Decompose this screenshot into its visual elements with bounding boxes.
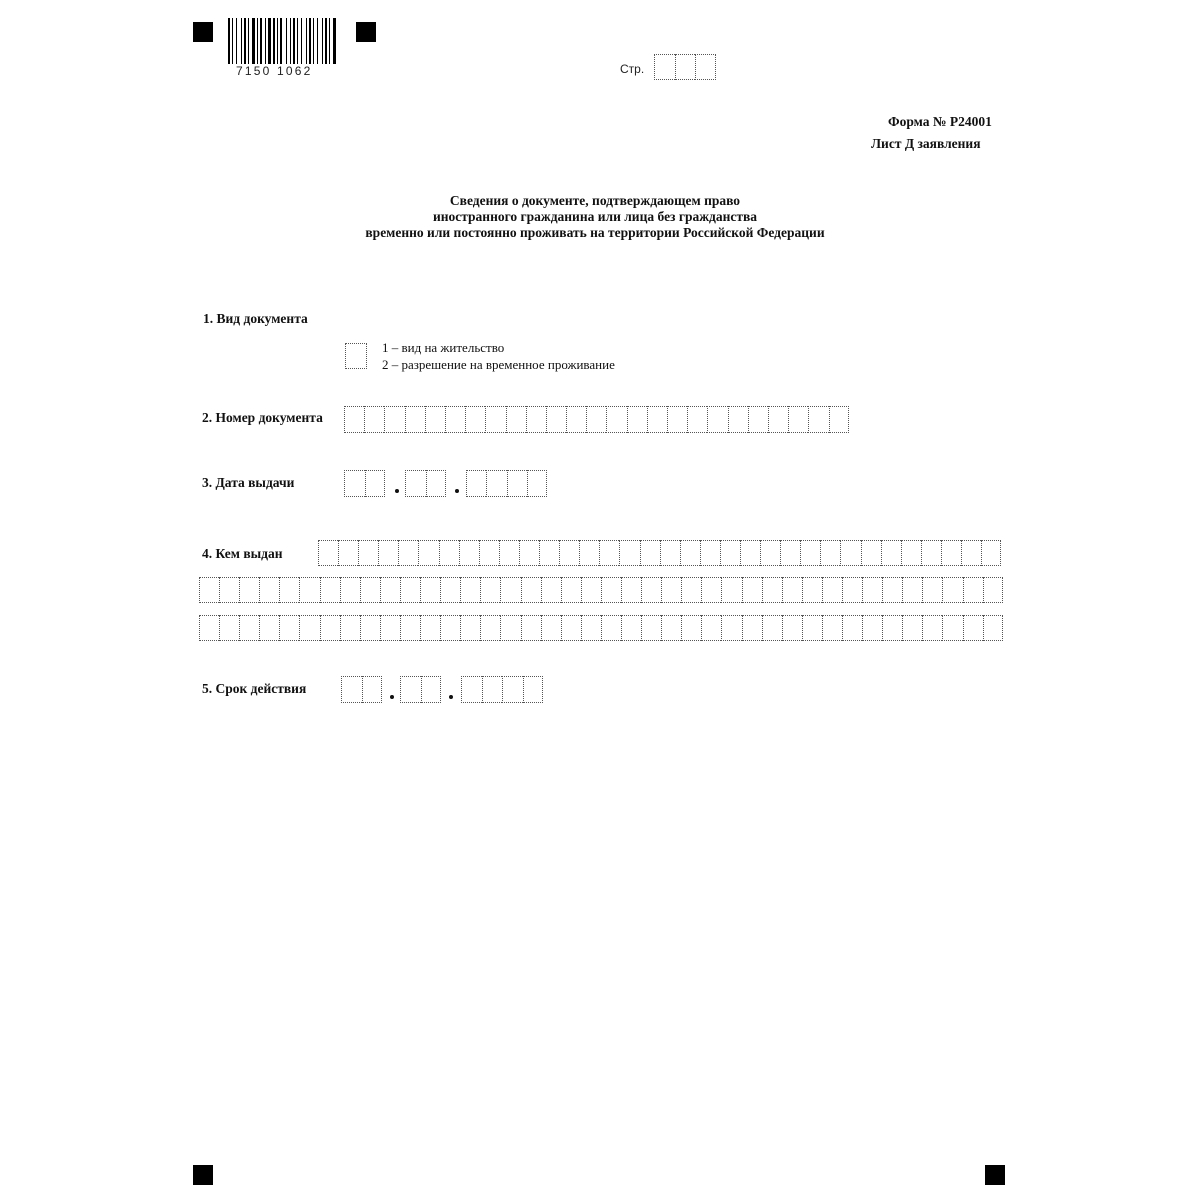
input-cell[interactable] — [344, 470, 365, 497]
document-type-option-2: 2 – разрешение на временное проживание — [382, 357, 615, 372]
title-line-3: временно или постоянно проживать на территории Российской Федерации — [365, 225, 825, 240]
validity-year-cells[interactable] — [461, 676, 543, 703]
input-cell[interactable] — [695, 54, 716, 80]
input-cell[interactable] — [279, 615, 299, 641]
barcode-bar — [257, 18, 258, 64]
input-cell[interactable] — [721, 577, 741, 603]
barcode-number: 7150 1062 — [236, 64, 313, 78]
input-cell[interactable] — [681, 615, 701, 641]
issue-date-day-cells[interactable] — [344, 470, 385, 497]
input-cell[interactable] — [440, 615, 460, 641]
input-cell[interactable] — [963, 577, 983, 603]
input-cell[interactable] — [480, 577, 500, 603]
input-cell[interactable] — [445, 406, 465, 433]
input-cell[interactable] — [199, 615, 219, 641]
input-cell[interactable] — [840, 540, 860, 566]
input-cell[interactable] — [199, 577, 219, 603]
barcode-bar — [244, 18, 246, 64]
barcode-bar — [333, 18, 336, 64]
barcode-bar — [286, 18, 287, 64]
validity-month-cells[interactable] — [400, 676, 441, 703]
barcode-bar — [236, 18, 237, 64]
barcode-bar — [260, 18, 262, 64]
barcode-bar — [297, 18, 298, 64]
issue-date-separator — [455, 489, 459, 493]
input-cell[interactable] — [983, 615, 1003, 641]
barcode-bar — [313, 18, 314, 64]
input-cell[interactable] — [800, 540, 820, 566]
input-cell[interactable] — [742, 577, 762, 603]
input-cell[interactable] — [384, 406, 404, 433]
issued-by-cells-row-3[interactable] — [199, 615, 1003, 641]
input-cell[interactable] — [942, 577, 962, 603]
input-cell[interactable] — [641, 577, 661, 603]
input-cell[interactable] — [762, 577, 782, 603]
input-cell[interactable] — [466, 470, 486, 497]
registration-marker-bottom-left — [193, 1165, 213, 1185]
input-cell[interactable] — [660, 540, 680, 566]
page-number-cells[interactable] — [654, 54, 716, 80]
input-cell[interactable] — [507, 470, 527, 497]
input-cell[interactable] — [802, 615, 822, 641]
issue-date-separator — [395, 489, 399, 493]
input-cell[interactable] — [961, 540, 981, 566]
input-cell[interactable] — [364, 406, 384, 433]
barcode-image — [227, 18, 339, 64]
input-cell[interactable] — [902, 577, 922, 603]
input-cell[interactable] — [338, 540, 358, 566]
barcode-bar — [280, 18, 282, 64]
input-cell[interactable] — [641, 615, 661, 641]
input-cell[interactable] — [768, 406, 788, 433]
input-cell[interactable] — [426, 470, 447, 497]
input-cell[interactable] — [362, 676, 383, 703]
input-cell[interactable] — [842, 577, 862, 603]
input-cell[interactable] — [599, 540, 619, 566]
input-cell[interactable] — [802, 577, 822, 603]
input-cell[interactable] — [421, 676, 442, 703]
input-cell[interactable] — [279, 577, 299, 603]
input-cell[interactable] — [318, 540, 338, 566]
input-cell[interactable] — [340, 615, 360, 641]
input-cell[interactable] — [882, 615, 902, 641]
input-cell[interactable] — [499, 540, 519, 566]
input-cell[interactable] — [365, 470, 386, 497]
document-number-cells[interactable] — [344, 406, 849, 433]
validity-label: 5. Срок действия — [202, 681, 307, 696]
input-cell[interactable] — [861, 540, 881, 566]
input-cell[interactable] — [680, 540, 700, 566]
registration-marker-top-left — [193, 22, 213, 42]
input-cell[interactable] — [506, 406, 526, 433]
barcode-bar — [309, 18, 311, 64]
input-cell[interactable] — [239, 577, 259, 603]
barcode-bar — [241, 18, 242, 64]
sheet-title: Лист Д заявления — [871, 136, 981, 151]
title-line-2: иностранного гражданина или лица без гражданства — [432, 209, 758, 224]
input-cell[interactable] — [782, 615, 802, 641]
barcode-bar — [293, 18, 295, 64]
input-cell[interactable] — [500, 615, 520, 641]
input-cell[interactable] — [640, 540, 660, 566]
input-cell[interactable] — [882, 577, 902, 603]
input-cell[interactable] — [942, 615, 962, 641]
input-cell[interactable] — [500, 577, 520, 603]
input-cell[interactable] — [627, 406, 647, 433]
input-cell[interactable] — [219, 577, 239, 603]
input-cell[interactable] — [479, 540, 499, 566]
barcode-bar — [232, 18, 233, 64]
title-line-1: Сведения о документе, подтверждающем право — [449, 193, 741, 208]
input-cell[interactable] — [902, 615, 922, 641]
input-cell[interactable] — [521, 577, 541, 603]
input-cell[interactable] — [521, 615, 541, 641]
input-cell[interactable] — [425, 406, 445, 433]
input-cell[interactable] — [440, 577, 460, 603]
input-cell[interactable] — [320, 615, 340, 641]
input-cell[interactable] — [486, 470, 506, 497]
input-cell[interactable] — [345, 343, 367, 369]
issue-date-month-cells[interactable] — [405, 470, 446, 497]
registration-marker-top-right — [356, 22, 376, 42]
barcode-bar — [301, 18, 302, 64]
input-cell[interactable] — [358, 540, 378, 566]
input-cell[interactable] — [581, 577, 601, 603]
page-title — [290, 193, 900, 241]
input-cell[interactable] — [647, 406, 667, 433]
document-number-label: 2. Номер документа — [202, 410, 323, 425]
input-cell[interactable] — [983, 577, 1003, 603]
input-cell[interactable] — [721, 615, 741, 641]
document-type-cell[interactable] — [345, 343, 367, 369]
validity-day-cells[interactable] — [341, 676, 382, 703]
input-cell[interactable] — [720, 540, 740, 566]
input-cell[interactable] — [360, 615, 380, 641]
issue-date-label: 3. Дата выдачи — [202, 475, 295, 490]
input-cell[interactable] — [299, 577, 319, 603]
input-cell[interactable] — [621, 615, 641, 641]
input-cell[interactable] — [459, 540, 479, 566]
issue-date-year-cells[interactable] — [466, 470, 547, 497]
input-cell[interactable] — [740, 540, 760, 566]
barcode-bar — [277, 18, 278, 64]
input-cell[interactable] — [259, 577, 279, 603]
input-cell[interactable] — [963, 615, 983, 641]
input-cell[interactable] — [527, 470, 547, 497]
input-cell[interactable] — [405, 406, 425, 433]
input-cell[interactable] — [941, 540, 961, 566]
input-cell[interactable] — [219, 615, 239, 641]
input-cell[interactable] — [546, 406, 566, 433]
input-cell[interactable] — [780, 540, 800, 566]
input-cell[interactable] — [742, 615, 762, 641]
input-cell[interactable] — [519, 540, 539, 566]
input-cell[interactable] — [661, 577, 681, 603]
barcode-bar — [248, 18, 249, 64]
input-cell[interactable] — [340, 577, 360, 603]
input-cell[interactable] — [460, 577, 480, 603]
input-cell[interactable] — [788, 406, 808, 433]
input-cell[interactable] — [320, 577, 340, 603]
input-cell[interactable] — [299, 615, 319, 641]
input-cell[interactable] — [601, 577, 621, 603]
input-cell[interactable] — [420, 577, 440, 603]
input-cell[interactable] — [862, 615, 882, 641]
input-cell[interactable] — [380, 615, 400, 641]
input-cell[interactable] — [822, 577, 842, 603]
input-cell[interactable] — [259, 615, 279, 641]
input-cell[interactable] — [661, 615, 681, 641]
input-cell[interactable] — [621, 577, 641, 603]
input-cell[interactable] — [398, 540, 418, 566]
input-cell[interactable] — [460, 615, 480, 641]
issued-by-label: 4. Кем выдан — [202, 546, 283, 561]
input-cell[interactable] — [762, 615, 782, 641]
barcode-bar — [290, 18, 291, 64]
input-cell[interactable] — [586, 406, 606, 433]
barcode-bar — [306, 18, 307, 64]
barcode-bar — [228, 18, 230, 64]
input-cell[interactable] — [862, 577, 882, 603]
input-cell[interactable] — [881, 540, 901, 566]
barcode-bar — [325, 18, 327, 64]
page-number-label: Стр. — [620, 62, 645, 76]
input-cell[interactable] — [606, 406, 626, 433]
input-cell[interactable] — [601, 615, 621, 641]
input-cell[interactable] — [400, 577, 420, 603]
input-cell[interactable] — [700, 540, 720, 566]
input-cell[interactable] — [559, 540, 579, 566]
input-cell[interactable] — [667, 406, 687, 433]
input-cell[interactable] — [405, 470, 426, 497]
input-cell[interactable] — [922, 615, 942, 641]
input-cell[interactable] — [485, 406, 505, 433]
input-cell[interactable] — [675, 54, 696, 80]
input-cell[interactable] — [901, 540, 921, 566]
input-cell[interactable] — [239, 615, 259, 641]
input-cell[interactable] — [842, 615, 862, 641]
input-cell[interactable] — [829, 406, 849, 433]
input-cell[interactable] — [707, 406, 727, 433]
input-cell[interactable] — [681, 577, 701, 603]
input-cell[interactable] — [465, 406, 485, 433]
input-cell[interactable] — [981, 540, 1001, 566]
input-cell[interactable] — [566, 406, 586, 433]
input-cell[interactable] — [541, 615, 561, 641]
validity-separator — [390, 695, 394, 699]
input-cell[interactable] — [420, 615, 440, 641]
input-cell[interactable] — [822, 615, 842, 641]
input-cell[interactable] — [921, 540, 941, 566]
barcode-bar — [322, 18, 323, 64]
input-cell[interactable] — [480, 615, 500, 641]
input-cell[interactable] — [701, 615, 721, 641]
input-cell[interactable] — [526, 406, 546, 433]
issued-by-cells-row-1[interactable] — [318, 540, 1001, 566]
input-cell[interactable] — [360, 577, 380, 603]
barcode-bar — [268, 18, 271, 64]
registration-marker-bottom-right — [985, 1165, 1005, 1185]
input-cell[interactable] — [482, 676, 503, 703]
input-cell[interactable] — [400, 615, 420, 641]
input-cell[interactable] — [341, 676, 362, 703]
input-cell[interactable] — [439, 540, 459, 566]
input-cell[interactable] — [561, 615, 581, 641]
input-cell[interactable] — [579, 540, 599, 566]
input-cell[interactable] — [418, 540, 438, 566]
issued-by-cells-row-2[interactable] — [199, 577, 1003, 603]
validity-separator — [449, 695, 453, 699]
input-cell[interactable] — [820, 540, 840, 566]
barcode-bar — [265, 18, 266, 64]
form-number: Форма № Р24001 — [888, 114, 992, 129]
document-type-label: 1. Вид документа — [203, 311, 308, 326]
input-cell[interactable] — [728, 406, 748, 433]
input-cell[interactable] — [561, 577, 581, 603]
barcode-bar — [273, 18, 275, 64]
input-cell[interactable] — [701, 577, 721, 603]
input-cell[interactable] — [400, 676, 421, 703]
input-cell[interactable] — [782, 577, 802, 603]
input-cell[interactable] — [380, 577, 400, 603]
input-cell[interactable] — [523, 676, 544, 703]
input-cell[interactable] — [687, 406, 707, 433]
input-cell[interactable] — [539, 540, 559, 566]
input-cell[interactable] — [541, 577, 561, 603]
input-cell[interactable] — [461, 676, 482, 703]
input-cell[interactable] — [760, 540, 780, 566]
input-cell[interactable] — [619, 540, 639, 566]
barcode-bar — [252, 18, 255, 64]
barcode-bar — [317, 18, 318, 64]
input-cell[interactable] — [922, 577, 942, 603]
input-cell[interactable] — [654, 54, 675, 80]
input-cell[interactable] — [748, 406, 768, 433]
input-cell[interactable] — [581, 615, 601, 641]
input-cell[interactable] — [808, 406, 828, 433]
input-cell[interactable] — [378, 540, 398, 566]
document-type-option-1: 1 – вид на жительство — [382, 340, 505, 355]
input-cell[interactable] — [502, 676, 523, 703]
barcode-bar — [329, 18, 330, 64]
input-cell[interactable] — [344, 406, 364, 433]
